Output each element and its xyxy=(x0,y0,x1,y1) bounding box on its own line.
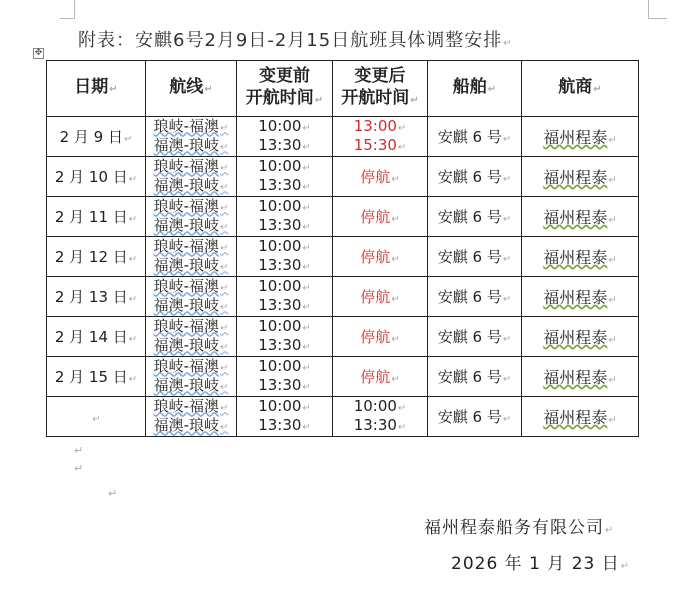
route-cell: 琅岐-福澳↵ 福澳-琅岐↵ xyxy=(146,117,237,157)
paragraph-mark-icon: ↵ xyxy=(74,462,84,475)
carrier-cell: 福州程泰↵ xyxy=(522,197,639,237)
after-time-cell: 停航↵ xyxy=(333,277,428,317)
carrier-cell: 福州程泰↵ xyxy=(522,157,639,197)
page-corner-marker-right xyxy=(648,0,667,19)
table-row xyxy=(47,397,639,437)
date-cell: 2 月 15 日↵ xyxy=(47,357,146,397)
table-row xyxy=(47,317,639,357)
table-row xyxy=(47,237,639,277)
carrier-cell: 福州程泰↵ xyxy=(522,317,639,357)
table-row xyxy=(47,277,639,317)
ship-cell: 安麒 6 号↵ xyxy=(428,397,522,437)
route-cell: 琅岐-福澳↵ 福澳-琅岐↵ xyxy=(146,317,237,357)
after-time-cell: 13:00↵ 15:30↵ xyxy=(333,117,428,157)
document-caption: 附表：安麒6号2月9日-2月15日航班具体调整安排↵ xyxy=(78,30,513,51)
carrier-cell: 福州程泰↵ xyxy=(522,237,639,277)
header-ship: 船舶↵ xyxy=(428,61,522,117)
table-row xyxy=(47,157,639,197)
paragraph-mark-icon: ↵ xyxy=(108,487,118,500)
after-time-cell: 停航↵ xyxy=(333,157,428,197)
route-cell: 琅岐-福澳↵ 福澳-琅岐↵ xyxy=(146,157,237,197)
before-time-cell: 10:00↵ 13:30↵ xyxy=(237,237,333,277)
paragraph-mark-icon: ↵ xyxy=(74,444,84,457)
before-time-cell: 10:00↵ 13:30↵ xyxy=(237,157,333,197)
header-before-time: 变更前 开航时间↵ xyxy=(237,61,333,117)
route-cell: 琅岐-福澳↵ 福澳-琅岐↵ xyxy=(146,277,237,317)
route-cell: 琅岐-福澳↵ 福澳-琅岐↵ xyxy=(146,357,237,397)
table-row xyxy=(47,357,639,397)
route-cell: 琅岐-福澳↵ 福澳-琅岐↵ xyxy=(146,397,237,437)
header-route: 航线↵ xyxy=(146,61,237,117)
header-date: 日期↵ xyxy=(47,61,146,117)
before-time-cell: 10:00↵ 13:30↵ xyxy=(237,317,333,357)
signature-company: 福州程泰船务有限公司↵ xyxy=(424,518,615,538)
carrier-cell: 福州程泰↵ xyxy=(522,277,639,317)
route-cell: 琅岐-福澳↵ 福澳-琅岐↵ xyxy=(146,237,237,277)
after-time-cell: 停航↵ xyxy=(333,197,428,237)
before-time-cell: 10:00↵ 13:30↵ xyxy=(237,397,333,437)
after-time-cell: 停航↵ xyxy=(333,317,428,357)
after-time-cell: 停航↵ xyxy=(333,237,428,277)
table-header-row xyxy=(47,61,639,117)
ship-cell: 安麒 6 号↵ xyxy=(428,317,522,357)
header-after-time: 变更后 开航时间↵ xyxy=(333,61,428,117)
date-cell: 2 月 13 日↵ xyxy=(47,277,146,317)
before-time-cell: 10:00↵ 13:30↵ xyxy=(237,357,333,397)
signature-date: 2026 年 1 月 23 日↵ xyxy=(451,554,631,574)
ship-cell: 安麒 6 号↵ xyxy=(428,357,522,397)
carrier-cell: 福州程泰↵ xyxy=(522,357,639,397)
before-time-cell: 10:00↵ 13:30↵ xyxy=(237,117,333,157)
ship-cell: 安麒 6 号↵ xyxy=(428,197,522,237)
date-cell: 2 月 12 日↵ xyxy=(47,237,146,277)
date-cell: 2 月 11 日↵ xyxy=(47,197,146,237)
date-cell: 2 月 14 日↵ xyxy=(47,317,146,357)
route-cell: 琅岐-福澳↵ 福澳-琅岐↵ xyxy=(146,197,237,237)
carrier-cell: 福州程泰↵ xyxy=(522,397,639,437)
date-cell: 2 月 9 日↵ xyxy=(47,117,146,157)
after-time-cell: 停航↵ xyxy=(333,357,428,397)
ship-cell: 安麒 6 号↵ xyxy=(428,237,522,277)
table-row xyxy=(47,197,639,237)
date-cell: 2 月 10 日↵ xyxy=(47,157,146,197)
ship-cell: 安麒 6 号↵ xyxy=(428,157,522,197)
before-time-cell: 10:00↵ 13:30↵ xyxy=(237,277,333,317)
ship-cell: 安麒 6 号↵ xyxy=(428,277,522,317)
after-time-cell: 10:00↵ 13:30↵ xyxy=(333,397,428,437)
schedule-table xyxy=(46,60,639,437)
table-row xyxy=(47,117,639,157)
table-move-handle-icon[interactable]: ✥ xyxy=(34,48,43,58)
header-carrier: 航商↵ xyxy=(522,61,639,117)
carrier-cell: 福州程泰↵ xyxy=(522,117,639,157)
ship-cell: 安麒 6 号↵ xyxy=(428,117,522,157)
page-corner-marker-left xyxy=(60,0,75,19)
before-time-cell: 10:00↵ 13:30↵ xyxy=(237,197,333,237)
date-cell: ↵ xyxy=(47,397,146,437)
